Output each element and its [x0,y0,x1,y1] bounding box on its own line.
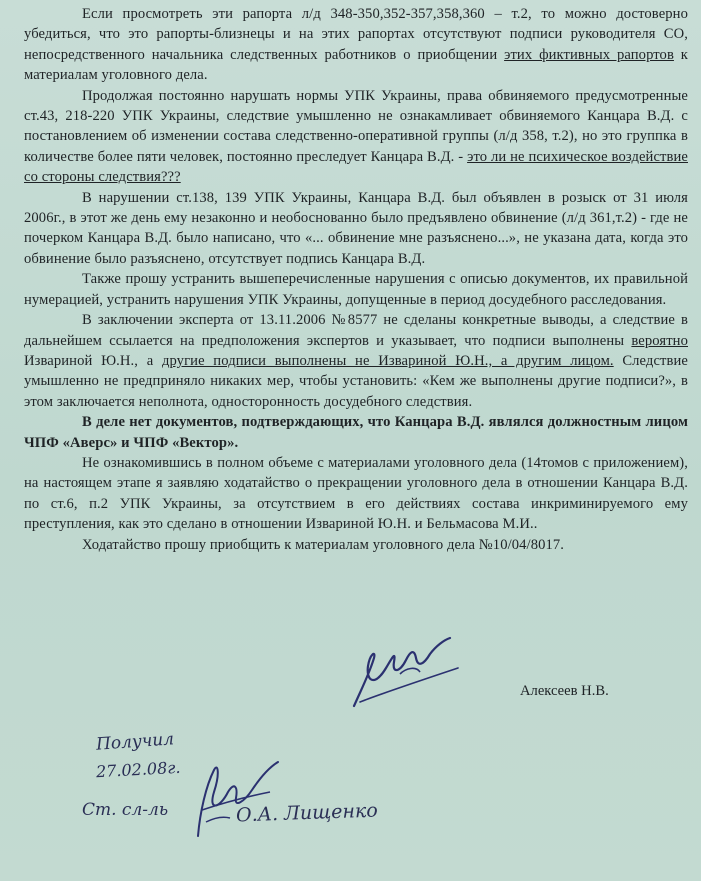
paragraph-4: Также прошу устранить вышеперечисленные нарушения с описью документов, их правильной нумерацией, устранить нарушения УПК Украины, допущенные в период досудебного расследования. [24,271,688,308]
handwritten-officer-name: О.А. Лищенко [235,799,379,827]
signatory-name: Алексеев Н.В. [520,683,609,699]
signature-image [340,628,480,718]
text-run: Извариной Ю.Н., а [24,352,162,369]
text-run: Продолжая постоянно нарушать нормы УПК Украины, права обвиняемого предусмотренные ст.43, 218-220 УПК Украины, следствие умышленно не ознакамливает обвиняемого Канцара В.Д. с постановлением об изменении состава следственно-оперативной группы (л/д 358, т.2), но это группка в количестве более пяти человек, постоянно преследует Канцара В.Д. - [24,87,688,165]
paragraph-2 [24,86,688,188]
paragraph-1 [24,4,688,86]
underlined-text: вероятно [631,332,688,349]
underlined-text: это ли не психическое воздействие со стороны следствия??? [24,148,688,186]
text-run: Следствие умышленно не предприняло никаких мер, чтобы установить: «Кем же выполнены другие подписи?», в этом заключается неполнота, односторонность досудебного следствия. [24,352,688,410]
text-run: Если просмотреть эти рапорта л/д 348-350,352-357,358,360 – т.2, то можно достоверно убедиться, что это рапорты-близнецы и на этих рапортах отсутствуют подписи руководителя СО, непосредственного начальника следственных работников о приобщении [24,6,688,63]
handwritten-date: 27.02.08г. [95,757,181,782]
document-body [24,4,688,555]
handwritten-position: Ст. сл-ль [82,800,169,820]
officer-signature-image [180,752,290,847]
paragraph-7: Не ознакомившись в полном объеме с материалами уголовного дела (14томов с приложением), на настоящем этапе я заявляю ходатайство о прекращении уголовного дела в отношении Канцара В.Д. по ст.6, п.2 УПК Украины, за отсутствием в его действиях состава инкриминируемого ему преступления, как это сделано в отношении Извариной Ю.Н. и Бельмасова М.И.. [24,454,688,533]
text-run: В заключении эксперта от 13.11.2006 №8577 не сделаны конкретные выводы, а следствие в дальнейшем ссылается на предположения экспертов и указывает, что подписи выполнены [24,312,688,349]
paragraph-3: В нарушении ст.138, 139 УПК Украины, Канцара В.Д. был объявлен в розыск от 31 июля 2006г., в этот же день ему незаконно и необоснованно было предъявлено обвинение (л/д 361,т.2) - где не почерком Канцара В.Д. было написано, что «... обвинение мне разъяснено...», не указана дата, когда это обвинение было разъяснено, отсутствует подпись Канцара В.Д. [24,189,688,267]
handwritten-received: Получил [95,729,175,755]
paragraph-6-bold: В деле нет документов, подтверждающих, что Канцара В.Д. являлся должностным лицом ЧПФ «Аверс» и ЧПФ «Вектор». [24,414,688,451]
paragraph-5 [24,310,688,412]
text-run: к материалам уголовного дела. [24,46,688,84]
underlined-text: другие подписи выполнены не Извариной Ю.Н., а другим лицом. [161,352,614,369]
paragraph-8: Ходатайство прошу приобщить к материалам уголовного дела №10/04/8017. [82,536,565,553]
underlined-text: этих фиктивных рапортов [504,46,674,63]
